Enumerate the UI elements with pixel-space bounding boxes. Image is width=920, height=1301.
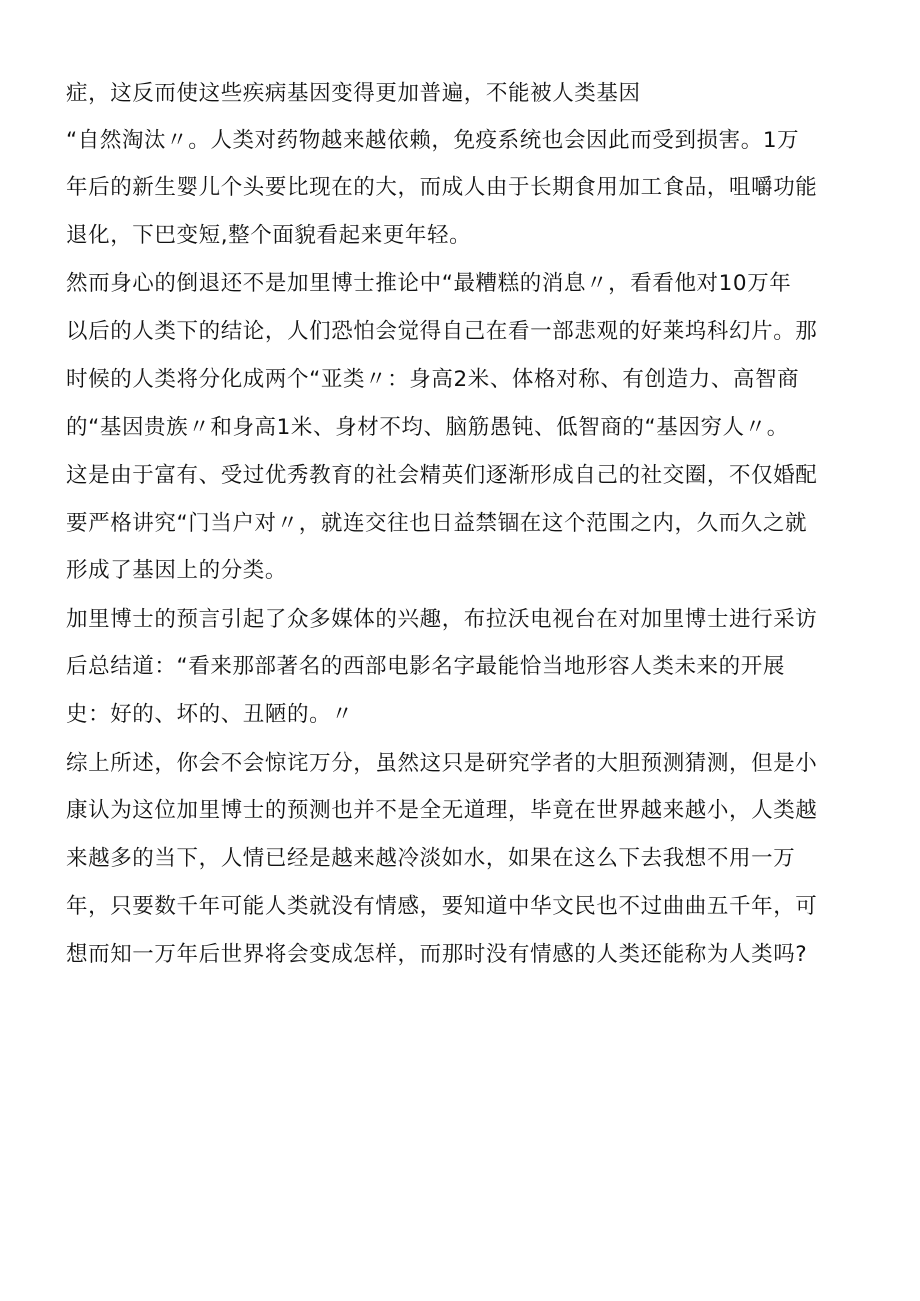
text-line: 后总结道：“看来那部著名的西部电影名字最能恰当地形容人类未来的开展 <box>66 654 785 679</box>
text-line: 年，只要数千年可能人类就没有情感，要知道中华文民也不过曲曲五千年，可 <box>66 894 818 919</box>
text-line: 退化，下巴变短,整个面貌看起来更年轻。 <box>66 223 472 248</box>
text-line: 这是由于富有、受过优秀教育的社会精英们逐渐形成自己的社交圈，不仅婚配 <box>66 463 818 488</box>
text-line: 形成了基因上的分类。 <box>66 558 288 583</box>
text-line: 然而身心的倒退还不是加里博士推论中“最糟糕的消息〃，看看他对10万年 <box>66 271 792 296</box>
text-line: 时候的人类将分化成两个“亚类〃：身高2米、体格对称、有创造力、高智商 <box>66 367 800 392</box>
text-line: 要严格讲究“门当户对〃，就连交往也日益禁锢在这个范围之内，久而久之就 <box>66 511 808 536</box>
text-line: 来越多的当下，人情已经是越来越冷淡如水，如果在这么下去我想不用一万 <box>66 846 796 871</box>
text-line: 综上所述，你会不会惊诧万分，虽然这只是研究学者的大胆预测猜测，但是小 <box>66 751 818 776</box>
text-line: 康认为这位加里博士的预测也并不是全无道理，毕竟在世界越来越小，人类越 <box>66 798 818 823</box>
text-line: 史：好的、坏的、丑陋的。〃 <box>66 702 354 727</box>
text-line: “自然淘汰〃。人类对药物越来越依赖，免疫系统也会因此而受到损害。1万 <box>66 128 800 153</box>
text-line: 以后的人类下的结论，人们恐怕会觉得自己在看一部悲观的好莱坞科幻片。那 <box>66 319 818 344</box>
text-line: 年后的新生婴儿个头要比现在的大，而成人由于长期食用加工食品，咀嚼功能 <box>66 175 818 200</box>
text-line: 的“基因贵族〃和身高1米、身材不均、脑筋愚钝、低智商的“基因穷人〃。 <box>66 415 789 440</box>
text-line: 症，这反而使这些疾病基因变得更加普遍，不能被人类基因 <box>66 81 641 106</box>
text-line: 加里博士的预言引起了众多媒体的兴趣，布拉沃电视台在对加里博士进行采访 <box>66 607 818 632</box>
text-line: 想而知一万年后世界将会变成怎样，而那时没有情感的人类还能称为人类吗? <box>66 942 808 967</box>
